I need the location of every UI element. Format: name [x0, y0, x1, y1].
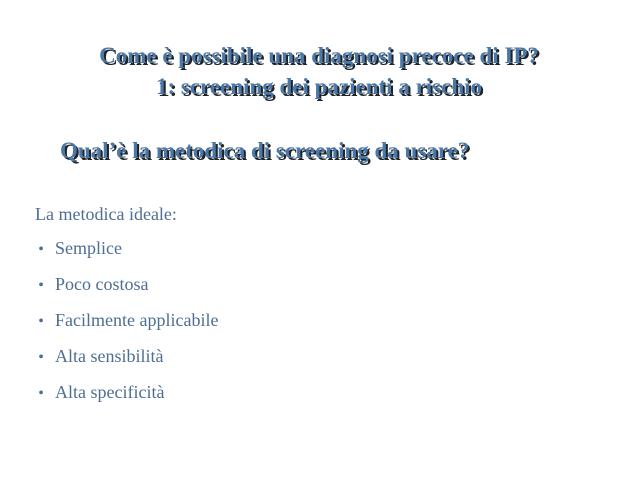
bullet-text: Facilmente applicabile: [55, 310, 219, 330]
bullet-list: [27, 231, 218, 411]
intro-text: La metodica ideale:: [35, 204, 177, 224]
list-item: [27, 231, 218, 267]
bullet-text: Semplice: [55, 238, 122, 258]
slide-subtitle: Qual’è la metodica di screening da usare?: [60, 138, 470, 163]
list-item: [27, 303, 218, 339]
bullet-text: Poco costosa: [55, 274, 149, 294]
bullet-icon: •: [38, 385, 44, 402]
bullet-text: Alta specificità: [55, 382, 165, 402]
bullet-icon: •: [38, 241, 44, 258]
bullet-icon: •: [38, 313, 44, 330]
title-line-2: 1: screening dei pazienti a rischio: [155, 74, 483, 99]
slide-title: [0, 40, 638, 102]
list-item: [27, 339, 218, 375]
list-item: [27, 267, 218, 303]
slide-body: [27, 198, 218, 411]
list-item: [27, 375, 218, 411]
title-line-1: Come è possibile una diagnosi precoce di IP?: [99, 43, 539, 68]
bullet-text: Alta sensibilità: [55, 346, 164, 366]
bullet-icon: •: [38, 349, 44, 366]
bullet-icon: •: [38, 277, 44, 294]
